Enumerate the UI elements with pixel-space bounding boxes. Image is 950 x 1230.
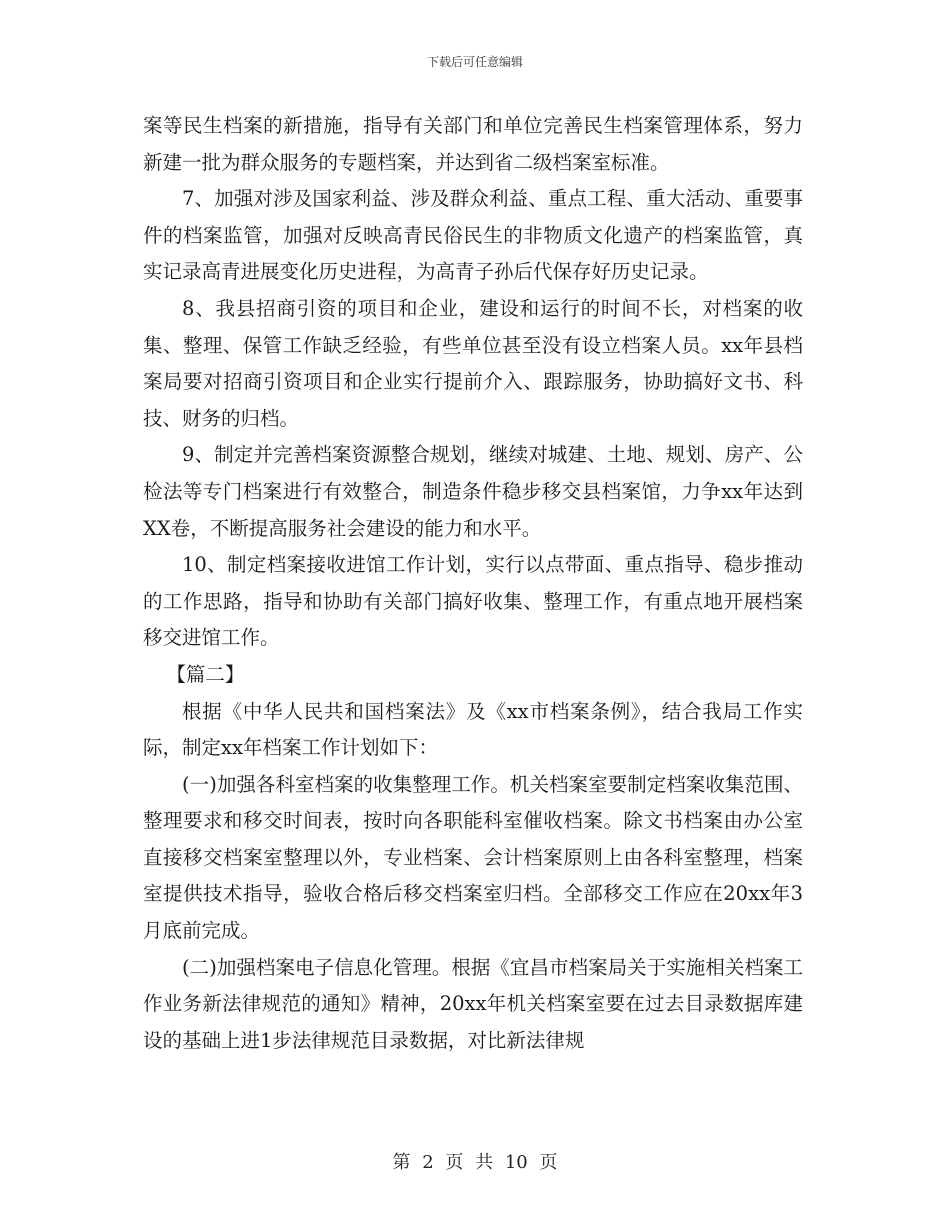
paragraph-point-2: (二)加强档案电子信息化管理。根据《宜昌市档案局关于实施相关档案工作业务新法律规范的通知》精神，20xx年机关档案室要在过去目录数据库建设的基础上进1步法律规范目录数据，对比新法律规 bbox=[143, 955, 803, 1052]
paragraph-item-10: 10、制定档案接收进馆工作计划，实行以点带面、重点指导、稳步推动的工作思路，指导和协助有关部门搞好收集、整理工作，有重点地开展档案移交进馆工作。 bbox=[143, 553, 803, 650]
page-header-note: 下载后可任意编辑 bbox=[426, 55, 523, 69]
paragraph-item-9: 9、制定并完善档案资源整合规划，继续对城建、土地、规划、房产、公检法等专门档案进行有效整合，制造条件稳步移交县档案馆，力争xx年达到XX卷，不断提高服务社会建设的能力和水平。 bbox=[143, 443, 803, 540]
paragraph-intro: 根据《中华人民共和国档案法》及《xx市档案条例》，结合我局工作实际，制定xx年档案工作计划如下： bbox=[143, 699, 803, 760]
page-number: 第 2 页 共 10 页 bbox=[392, 1152, 558, 1173]
section-heading: 【篇二】 bbox=[166, 662, 245, 686]
document-body bbox=[143, 108, 803, 1059]
paragraph-continuation: 案等民生档案的新措施，指导有关部门和单位完善民生档案管理体系，努力新建一批为群众服务的专题档案，并达到省二级档案室标准。 bbox=[143, 114, 803, 174]
paragraph-item-7: 7、加强对涉及国家利益、涉及群众利益、重点工程、重大活动、重要事件的档案监管，加强对反映高青民俗民生的非物质文化遗产的档案监管，真实记录高青进展变化历史进程，为高青子孙后代保存好历史记录。 bbox=[143, 187, 803, 284]
paragraph-item-8: 8、我县招商引资的项目和企业，建设和运行的时间不长，对档案的收集、整理、保管工作缺乏经验，有些单位甚至没有设立档案人员。xx年县档案局要对招商引资项目和企业实行提前介入、跟踪服务，协助搞好文书、科技、财务的归档。 bbox=[143, 296, 803, 430]
paragraph-point-1: (一)加强各科室档案的收集整理工作。机关档案室要制定档案收集范围、整理要求和移交时间表，按时向各职能科室催收档案。除文书档案由办公室直接移交档案室整理以外，专业档案、会计档案原则上由各科室整理，档案室提供技术指导，验收合格后移交档案室归档。全部移交工作应在20xx年3月底前完成。 bbox=[143, 772, 803, 943]
